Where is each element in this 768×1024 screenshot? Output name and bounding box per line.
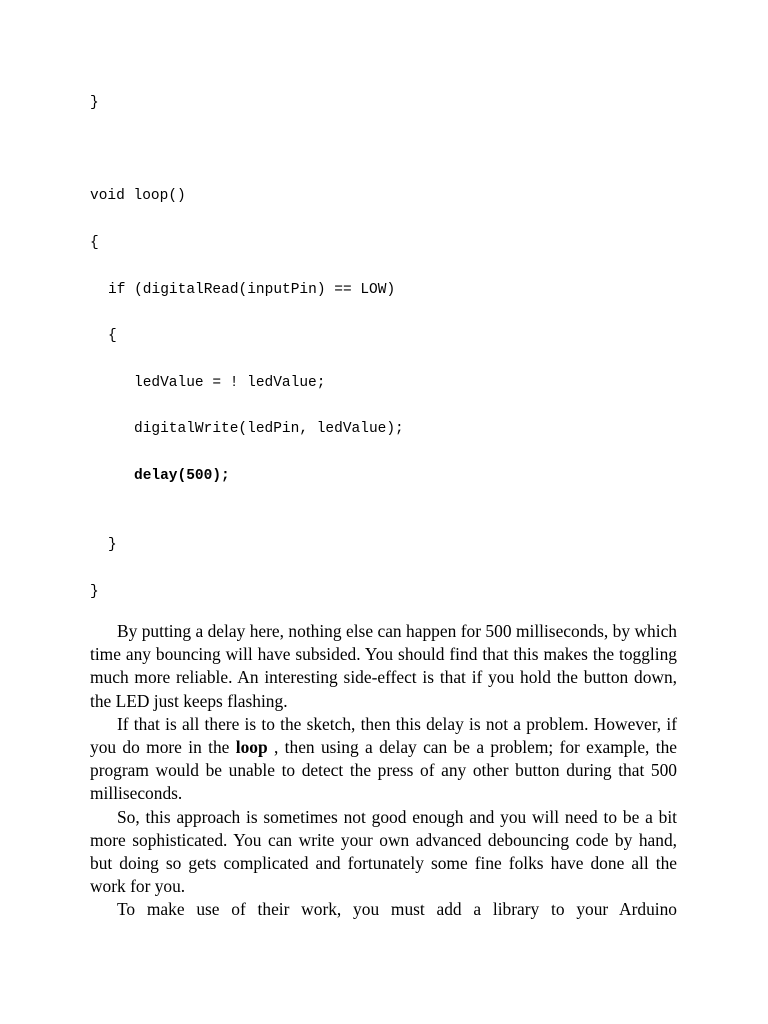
code-line-if-statement: if (digitalRead(inputPin) == LOW) bbox=[108, 282, 396, 298]
code-line-toggle-value: ledValue = ! ledValue; bbox=[134, 375, 326, 391]
code-line-loop-signature: void loop() bbox=[90, 188, 186, 204]
body-text bbox=[90, 620, 677, 922]
code-line-loop-close-brace: } bbox=[90, 584, 99, 600]
code-line-if-close-brace: } bbox=[108, 537, 117, 553]
code-line-digital-write: digitalWrite(ledPin, ledValue); bbox=[134, 421, 404, 437]
paragraph-delay-problem-text-after: , then using a delay can be a problem; for example, the program would be unable to detect the press of any other button during that 500 milliseconds. bbox=[90, 737, 677, 804]
paragraph-library-intro: To make use of their work, you must add a library to your Arduino bbox=[117, 899, 677, 920]
paragraph-delay-explanation: By putting a delay here, nothing else can happen for 500 milliseconds, by which time any bouncing will have subsided. You should find that this makes the toggling much more reliable. An interesting side-effect is that if you hold the button down, the LED just keeps flashing. bbox=[90, 621, 677, 711]
paragraph-delay-problem-text-before: If that is all there is to the sketch, then this delay is not a problem. However, if you do more in the bbox=[90, 713, 677, 758]
code-line-delay: delay(500); bbox=[134, 468, 230, 484]
code-line-closing-brace: } bbox=[90, 95, 99, 111]
code-line-open-brace: { bbox=[90, 235, 99, 251]
paragraph-delay-problem bbox=[90, 713, 677, 806]
code-line-if-open-brace: { bbox=[108, 328, 117, 344]
paragraph-sophisticated-approach: So, this approach is sometimes not good enough and you will need to be a bit more sophisticated. You can write your own advanced debouncing code by hand, but doing so gets complicated and fortunately some fine folks have done all the work for you. bbox=[90, 806, 677, 897]
loop-keyword: loop bbox=[235, 737, 268, 758]
